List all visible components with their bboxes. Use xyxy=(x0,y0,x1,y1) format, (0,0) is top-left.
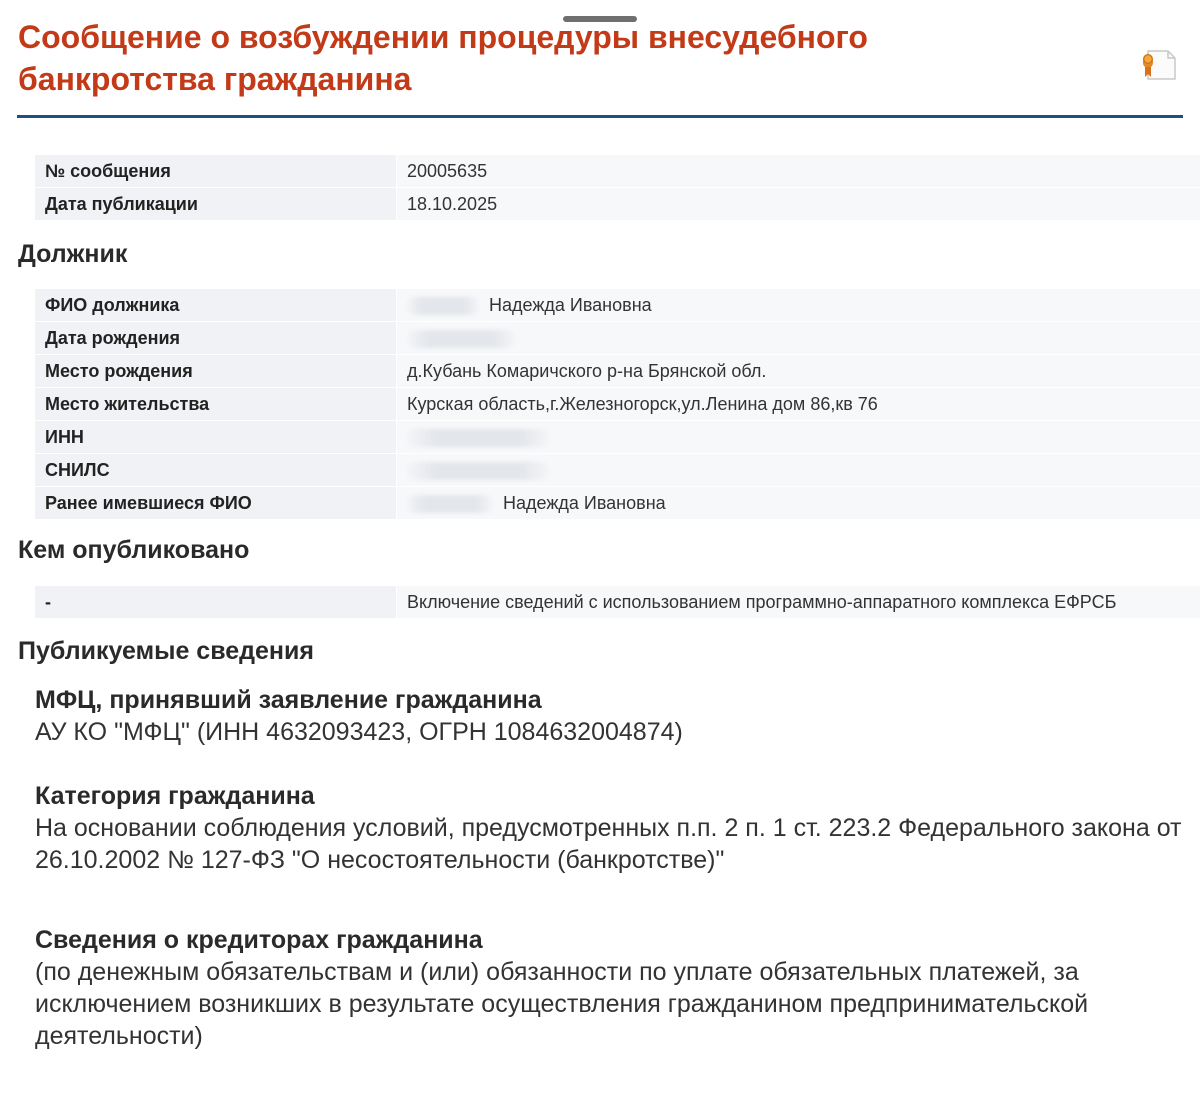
table-row xyxy=(35,487,1200,520)
title-divider xyxy=(17,115,1183,118)
former-name-label: Ранее имевшиеся ФИО xyxy=(35,487,397,520)
birth-date-label: Дата рождения xyxy=(35,322,397,355)
redacted-inn xyxy=(407,429,549,447)
table-row xyxy=(35,289,1200,322)
inn-label: ИНН xyxy=(35,421,397,454)
debtor-name-cell xyxy=(397,289,1200,322)
birth-place-value: д.Кубань Комаричского р-на Брянской обл. xyxy=(397,355,1200,388)
citizen-category-block xyxy=(35,780,1195,876)
citizen-category-text: На основании соблюдения условий, предусмотренных п.п. 2 п. 1 ст. 223.2 Федерального закона от 26.10.2002 № 127-ФЗ "О несостоятельности (банкротстве)" xyxy=(35,814,1182,874)
table-row xyxy=(35,155,1200,188)
table-row xyxy=(35,454,1200,487)
creditors-block xyxy=(35,924,1195,1052)
snils-cell xyxy=(397,454,1200,487)
redacted-snils xyxy=(407,462,549,480)
debtor-table xyxy=(35,288,1200,520)
debtor-heading: Должник xyxy=(18,240,128,268)
residence-value: Курская область,г.Железногорск,ул.Ленина дом 86,кв 76 xyxy=(397,388,1200,421)
former-name-cell xyxy=(397,487,1200,520)
table-row xyxy=(35,188,1200,221)
debtor-name-label: ФИО должника xyxy=(35,289,397,322)
message-number-label: № сообщения xyxy=(35,155,397,188)
publication-date-label: Дата публикации xyxy=(35,188,397,221)
table-row xyxy=(35,322,1200,355)
publisher-table xyxy=(35,585,1200,619)
redacted-birth-date xyxy=(407,330,515,348)
birth-place-label: Место рождения xyxy=(35,355,397,388)
page-title: Сообщение о возбуждении процедуры внесудебного банкротства гражданина xyxy=(18,19,868,97)
mfc-text: АУ КО "МФЦ" (ИНН 4632093423, ОГРН 1084632004874) xyxy=(35,718,683,746)
creditors-text: (по денежным обязательствам и (или) обязанности по уплате обязательных платежей, за исключением возникших в результате осуществления гражданином предпринимательской деятельности) xyxy=(35,958,1089,1050)
mfc-title: МФЦ, принявший заявление гражданина xyxy=(35,686,542,714)
birth-date-cell xyxy=(397,322,1200,355)
table-row xyxy=(35,421,1200,454)
publication-date-value: 18.10.2025 xyxy=(397,188,1200,221)
mfc-block xyxy=(35,684,1195,748)
snils-label: СНИЛС xyxy=(35,454,397,487)
debtor-name-value: Надежда Ивановна xyxy=(489,294,652,315)
redacted-former-surname xyxy=(407,495,493,513)
table-row xyxy=(35,586,1200,619)
table-row xyxy=(35,388,1200,421)
publisher-heading: Кем опубликовано xyxy=(18,536,250,564)
message-info-table xyxy=(35,154,1200,221)
creditors-title: Сведения о кредиторах гражданина xyxy=(35,926,483,954)
residence-label: Место жительства xyxy=(35,388,397,421)
former-name-value: Надежда Ивановна xyxy=(503,492,666,513)
inn-cell xyxy=(397,421,1200,454)
publisher-label: - xyxy=(35,586,397,619)
redacted-surname xyxy=(407,297,479,315)
publisher-value: Включение сведений с использованием программно-аппаратного комплекса ЕФРСБ xyxy=(397,586,1200,619)
citizen-category-title: Категория гражданина xyxy=(35,782,315,810)
table-row xyxy=(35,355,1200,388)
certificate-icon[interactable] xyxy=(1138,44,1180,86)
published-info-heading: Публикуемые сведения xyxy=(18,637,314,665)
message-number-value: 20005635 xyxy=(397,155,1200,188)
